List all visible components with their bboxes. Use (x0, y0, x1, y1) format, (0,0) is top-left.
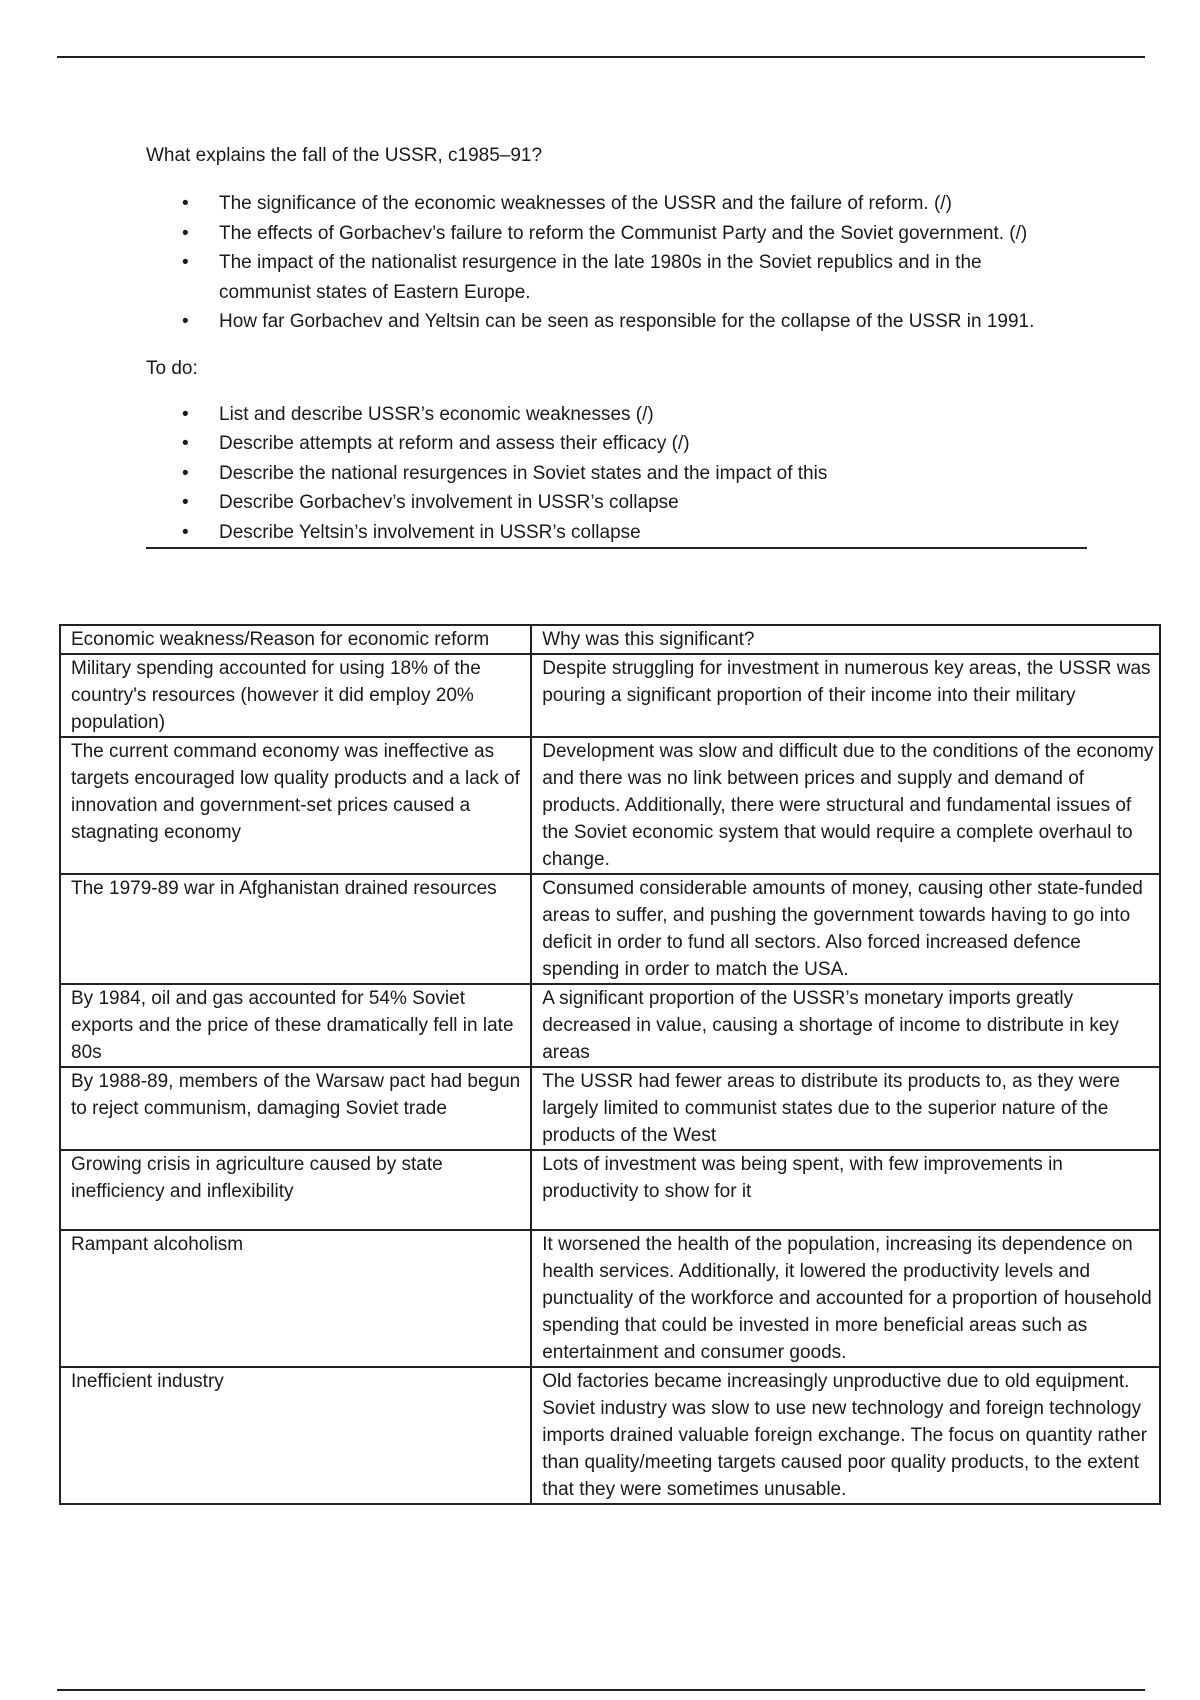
document-body (146, 142, 1056, 549)
list-item: • The effects of Gorbachev’s failure to reform the Communist Party and the Soviet government. (/) (219, 219, 1056, 249)
reason-cell: The current command economy was ineffective as targets encouraged low quality products and a lack of innovation and government-set prices caused a stagnating economy (60, 737, 531, 874)
column-header-significance: Why was this significant? (531, 625, 1160, 654)
significance-cell: Development was slow and difficult due to the conditions of the economy and there was no link between prices and supply and demand of products. Additionally, there were structural and fundamental issues of the Soviet economic system that would require a complete overhaul to change. (531, 737, 1160, 874)
significance-cell: It worsened the health of the population, increasing its dependence on health services. Additionally, it lowered the productivity levels and punctuality of the workforce and accounted for a proportion of household spending that could be invested in more beneficial areas such as entertainment and consumer goods. (531, 1230, 1160, 1367)
reason-cell: Rampant alcoholism (60, 1230, 531, 1367)
footer-rule (57, 1689, 1145, 1691)
list-item: • The impact of the nationalist resurgence in the late 1980s in the Soviet republics and in the communist states of Eastern Europe. (219, 248, 1056, 307)
table-row (60, 737, 1160, 874)
reason-cell: Military spending accounted for using 18% of the country's resources (however it did employ 20% population) (60, 654, 531, 737)
list-item: • Describe attempts at reform and assess their efficacy (/) (219, 429, 1087, 459)
economic-weakness-table (59, 624, 1161, 1505)
significance-cell: Despite struggling for investment in numerous key areas, the USSR was pouring a significant proportion of their income into their military (531, 654, 1160, 737)
header-rule (57, 56, 1145, 58)
table-row (60, 654, 1160, 737)
significance-cell: Lots of investment was being spent, with few improvements in productivity to show for it (531, 1150, 1160, 1230)
table-row (60, 1067, 1160, 1150)
list-item: • The significance of the economic weaknesses of the USSR and the failure of reform. (/) (219, 189, 1056, 219)
list-item: • Describe the national resurgences in Soviet states and the impact of this (219, 459, 1087, 489)
table-row (60, 984, 1160, 1067)
reason-cell: By 1988-89, members of the Warsaw pact had begun to reject communism, damaging Soviet trade (60, 1067, 531, 1150)
topic-list (146, 189, 1056, 337)
todo-label: To do: (146, 357, 198, 379)
table-row (60, 874, 1160, 984)
reason-cell: By 1984, oil and gas accounted for 54% Soviet exports and the price of these dramatically fell in late 80s (60, 984, 531, 1067)
significance-cell: The USSR had fewer areas to distribute its products to, as they were largely limited to communist states due to the superior nature of the products of the West (531, 1067, 1160, 1150)
column-header-reason: Economic weakness/Reason for economic reform (60, 625, 531, 654)
significance-cell: Old factories became increasingly unproductive due to old equipment. Soviet industry was slow to use new technology and foreign technology imports drained valuable foreign exchange. The focus on quantity rather than quality/meeting targets caused poor quality products, to the extent that they were sometimes unusable. (531, 1367, 1160, 1504)
reason-cell: The 1979-89 war in Afghanistan drained resources (60, 874, 531, 984)
list-item: • Describe Yeltsin’s involvement in USSR’s collapse (219, 518, 1087, 548)
list-item: • How far Gorbachev and Yeltsin can be seen as responsible for the collapse of the USSR in 1991. (219, 307, 1056, 337)
list-item: • Describe Gorbachev’s involvement in USSR’s collapse (219, 488, 1087, 518)
todo-list (146, 400, 1087, 550)
significance-cell: Consumed considerable amounts of money, causing other state-funded areas to suffer, and pushing the government towards having to go into deficit in order to fund all sectors. Also forced increased defence spending in order to match the USA. (531, 874, 1160, 984)
reason-cell: Inefficient industry (60, 1367, 531, 1504)
table-header-row (60, 625, 1160, 654)
list-item: • List and describe USSR’s economic weaknesses (/) (219, 400, 1087, 430)
reason-cell: Growing crisis in agriculture caused by state inefficiency and inflexibility (60, 1150, 531, 1230)
table-row (60, 1367, 1160, 1504)
table-row (60, 1150, 1160, 1230)
page-heading: What explains the fall of the USSR, c1985–91? (146, 145, 543, 166)
significance-cell: A significant proportion of the USSR’s monetary imports greatly decreased in value, causing a shortage of income to distribute in key areas (531, 984, 1160, 1067)
table-row (60, 1230, 1160, 1367)
